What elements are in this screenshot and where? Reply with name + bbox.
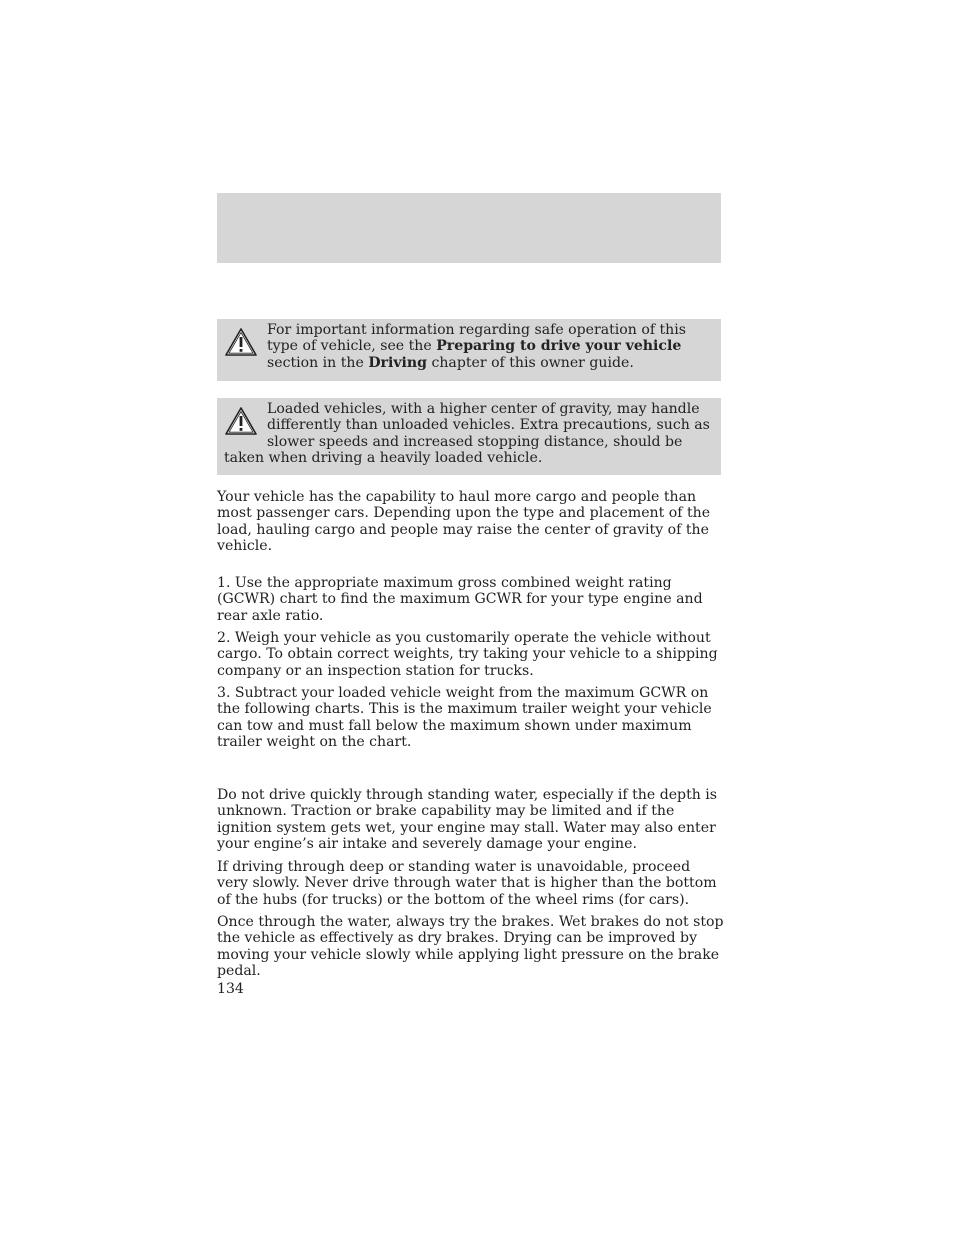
step-1: 1. Use the appropriate maximum gross combined weight rating (GCWR) chart to find the maximum GCWR for your type engine and rear axle ratio. — [217, 575, 703, 624]
intro-paragraph: Your vehicle has the capability to haul more cargo and people than most passenger cars. Depending upon the type and placement of the load, hauling cargo and people may raise the center of gravity of the vehicle. — [217, 489, 711, 555]
chapter-header-band — [217, 193, 721, 263]
water-paragraph: Do not drive quickly through standing water, especially if the depth is unknown. Traction or brake capability may be limited and if the ignition system gets wet, your engine may stall. Water may also enter your engine’s air intake and severely damage your engine. — [217, 787, 718, 853]
step-2: 2. Weigh your vehicle as you customarily operate the vehicle without cargo. To obtain correct weights, try taking your vehicle to a shipping company or an inspection station for trucks. — [217, 630, 718, 679]
section-reference: Preparing to drive your vehicle — [436, 338, 682, 355]
warning-text-part: chapter of this owner guide. — [426, 354, 634, 371]
warning-text: Loaded vehicles, with a higher center of gravity, may handle differently than unloaded vehicles. Extra precautions, such as slower speeds and increased stopping distance, should be taken when driving a heavily loaded vehicle. — [224, 401, 710, 467]
water-paragraph: If driving through deep or standing water is unavoidable, proceed very slowly. Never drive through water that is higher than the bottom of the hubs (for trucks) or the bottom of the wheel rims (for cars). — [217, 859, 717, 908]
warning-text-part: section in the — [267, 354, 369, 371]
warning-text-part: For important information regarding safe operation of this type of vehicle, see the — [267, 322, 686, 355]
warning-triangle-icon — [224, 327, 258, 357]
chapter-reference: Driving — [368, 354, 427, 371]
warning-box-loaded-vehicles — [217, 398, 721, 475]
step-3: 3. Subtract your loaded vehicle weight from the maximum GCWR on the following charts. This is the maximum trailer weight your vehicle can tow and must fall below the maximum shown under maximum trailer weight on the chart. — [217, 685, 712, 751]
page-number: 134 — [217, 981, 244, 997]
warning-box-safe-operation — [217, 319, 721, 381]
warning-triangle-icon — [224, 406, 258, 436]
water-paragraph: Once through the water, always try the brakes. Wet brakes do not stop the vehicle as effectively as dry brakes. Drying can be improved by moving your vehicle slowly while applying light pressure on the brake pedal. — [217, 914, 724, 980]
